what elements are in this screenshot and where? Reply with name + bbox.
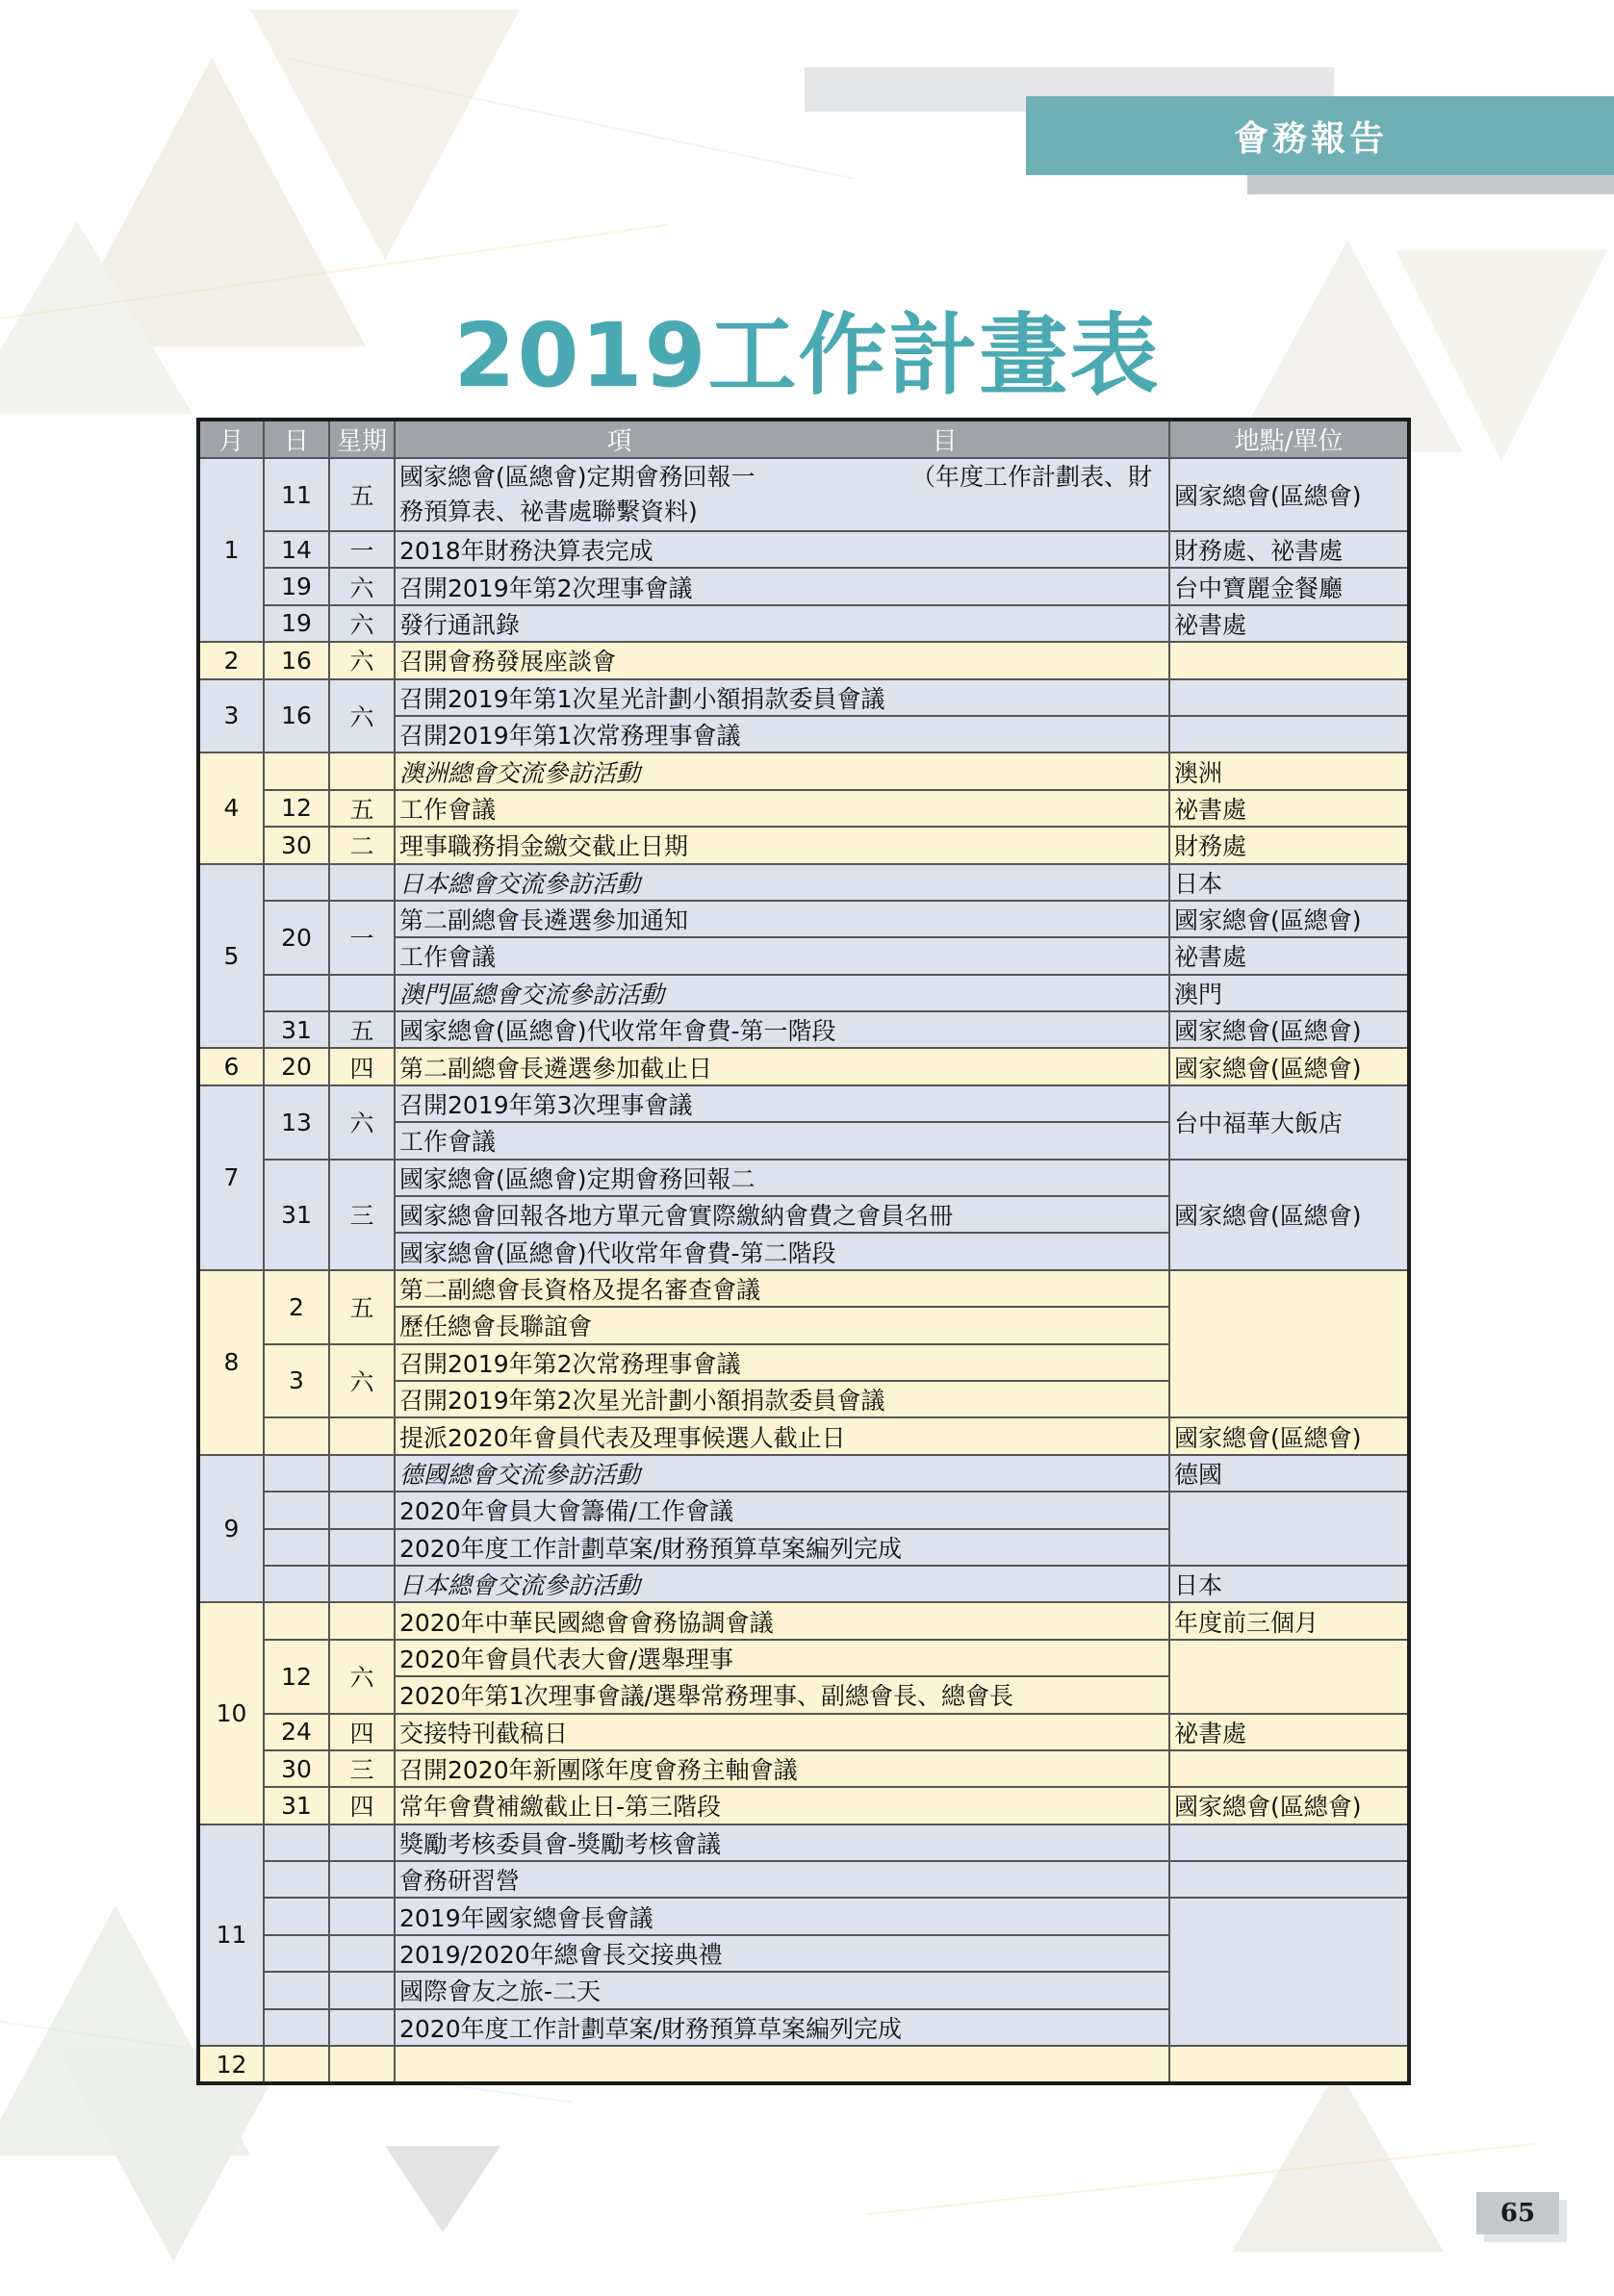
weekday-cell bbox=[329, 1417, 395, 1454]
item-cell: 國家總會(區總會)代收常年會費-第一階段 bbox=[395, 1011, 1169, 1048]
month-cell: 10 bbox=[198, 1602, 264, 1824]
table-row bbox=[198, 790, 1409, 827]
table-row bbox=[198, 605, 1409, 642]
weekday-cell bbox=[329, 2009, 395, 2046]
weekday-cell bbox=[329, 2046, 395, 2083]
location-cell: 國家總會(區總會) bbox=[1169, 1417, 1409, 1454]
col-weekday: 星期 bbox=[329, 420, 395, 458]
day-cell: 19 bbox=[264, 605, 329, 642]
location-cell: 國家總會(區總會) bbox=[1169, 1160, 1409, 1270]
month-cell: 3 bbox=[198, 679, 264, 753]
col-month: 月 bbox=[198, 420, 264, 458]
day-cell: 13 bbox=[264, 1085, 329, 1160]
weekday-cell: 五 bbox=[329, 790, 395, 827]
location-cell: 澳洲 bbox=[1169, 753, 1409, 789]
weekday-cell bbox=[329, 975, 395, 1011]
weekday-cell bbox=[329, 1602, 395, 1639]
day-cell bbox=[264, 1898, 329, 1934]
table-row bbox=[198, 901, 1409, 937]
table-row bbox=[198, 458, 1409, 531]
weekday-cell: 一 bbox=[329, 901, 395, 975]
day-cell: 16 bbox=[264, 642, 329, 678]
table-row bbox=[198, 531, 1409, 568]
month-cell: 4 bbox=[198, 753, 264, 863]
table-row bbox=[198, 1861, 1409, 1898]
weekday-cell: 五 bbox=[329, 458, 395, 531]
day-cell bbox=[264, 1972, 329, 2008]
location-cell bbox=[1169, 1640, 1409, 1714]
day-cell bbox=[264, 1417, 329, 1454]
weekday-cell bbox=[329, 864, 395, 901]
table-row bbox=[198, 679, 1409, 716]
weekday-cell: 二 bbox=[329, 827, 395, 863]
item-cell: 提派2020年會員代表及理事候選人截止日 bbox=[395, 1417, 1169, 1454]
item-cell: 2019年國家總會長會議 bbox=[395, 1898, 1169, 1934]
table-row bbox=[198, 642, 1409, 678]
item-cell: 澳洲總會交流參訪活動 bbox=[395, 753, 1169, 789]
page-number: 65 bbox=[1476, 2192, 1559, 2234]
item-cell: 常年會費補繳截止日-第三階段 bbox=[395, 1787, 1169, 1824]
weekday-cell: 五 bbox=[329, 1270, 395, 1344]
table-row bbox=[198, 1160, 1409, 1196]
location-cell bbox=[1169, 679, 1409, 716]
month-cell: 5 bbox=[198, 864, 264, 1049]
month-cell: 8 bbox=[198, 1270, 264, 1455]
month-cell: 2 bbox=[198, 642, 264, 678]
month-cell: 1 bbox=[198, 458, 264, 642]
day-cell: 12 bbox=[264, 1640, 329, 1714]
item-cell: 2019/2020年總會長交接典禮 bbox=[395, 1935, 1169, 1972]
item-cell: 獎勵考核委員會-獎勵考核會議 bbox=[395, 1824, 1169, 1861]
table-row bbox=[198, 753, 1409, 789]
location-cell: 國家總會(區總會) bbox=[1169, 458, 1409, 531]
day-cell bbox=[264, 1602, 329, 1639]
weekday-cell: 六 bbox=[329, 1640, 395, 1714]
location-cell bbox=[1169, 642, 1409, 678]
item-cell: 工作會議 bbox=[395, 1122, 1169, 1159]
day-cell: 2 bbox=[264, 1270, 329, 1344]
weekday-cell: 六 bbox=[329, 1085, 395, 1160]
item-cell: 召開2019年第2次星光計劃小額捐款委員會議 bbox=[395, 1381, 1169, 1417]
day-cell: 20 bbox=[264, 901, 329, 975]
item-cell: 召開2019年第1次星光計劃小額捐款委員會議 bbox=[395, 679, 1169, 716]
table-row bbox=[198, 1085, 1409, 1122]
table-row bbox=[198, 1417, 1409, 1454]
weekday-cell bbox=[329, 1492, 395, 1528]
day-cell: 20 bbox=[264, 1048, 329, 1084]
item-cell: 召開會務發展座談會 bbox=[395, 642, 1169, 678]
item-cell: 2020年會員代表大會/選舉理事 bbox=[395, 1640, 1169, 1676]
day-cell bbox=[264, 753, 329, 789]
weekday-cell: 六 bbox=[329, 642, 395, 678]
location-cell bbox=[1169, 1270, 1409, 1418]
section-title: 會務報告 bbox=[1233, 118, 1388, 159]
table-row bbox=[198, 827, 1409, 863]
item-cell: 召開2019年第2次理事會議 bbox=[395, 568, 1169, 604]
table-row bbox=[198, 1270, 1409, 1307]
page-title: 2019工作計畫表 bbox=[453, 304, 1161, 407]
location-cell: 國家總會(區總會) bbox=[1169, 1787, 1409, 1824]
day-cell bbox=[264, 1455, 329, 1492]
table-row bbox=[198, 1492, 1409, 1528]
item-cell: 國際會友之旅-二天 bbox=[395, 1972, 1169, 2008]
item-cell: 歷任總會長聯誼會 bbox=[395, 1307, 1169, 1343]
item-cell: 工作會議 bbox=[395, 937, 1169, 974]
item-cell: 德國總會交流參訪活動 bbox=[395, 1455, 1169, 1492]
item-cell: 召開2019年第3次理事會議 bbox=[395, 1085, 1169, 1122]
day-cell: 31 bbox=[264, 1160, 329, 1270]
col-day: 日 bbox=[264, 420, 329, 458]
month-cell: 12 bbox=[198, 2046, 264, 2083]
location-cell bbox=[1169, 1861, 1409, 1898]
item-cell: 國家總會(區總會)定期會務回報一 （年度工作計劃表、財務預算表、祕書處聯繫資料) bbox=[395, 458, 1169, 531]
location-cell: 財務處、祕書處 bbox=[1169, 531, 1409, 568]
day-cell: 24 bbox=[264, 1714, 329, 1750]
day-cell bbox=[264, 1935, 329, 1972]
month-cell: 7 bbox=[198, 1085, 264, 1270]
table-row bbox=[198, 1824, 1409, 1861]
location-cell: 財務處 bbox=[1169, 827, 1409, 863]
item-cell: 會務研習營 bbox=[395, 1861, 1169, 1898]
item-cell: 國家總會(區總會)代收常年會費-第二階段 bbox=[395, 1233, 1169, 1269]
day-cell: 31 bbox=[264, 1011, 329, 1048]
location-cell bbox=[1169, 2046, 1409, 2083]
weekday-cell: 六 bbox=[329, 605, 395, 642]
location-cell bbox=[1169, 1898, 1409, 2046]
location-cell: 年度前三個月 bbox=[1169, 1602, 1409, 1639]
item-cell: 2020年度工作計劃草案/財務預算草案編列完成 bbox=[395, 2009, 1169, 2046]
location-cell: 台中福華大飯店 bbox=[1169, 1085, 1409, 1160]
item-cell: 交接特刊截稿日 bbox=[395, 1714, 1169, 1750]
location-cell: 國家總會(區總會) bbox=[1169, 901, 1409, 937]
item-cell: 國家總會(區總會)定期會務回報二 bbox=[395, 1160, 1169, 1196]
table-row bbox=[198, 568, 1409, 604]
day-cell: 11 bbox=[264, 458, 329, 531]
location-cell bbox=[1169, 1750, 1409, 1787]
col-location: 地點/單位 bbox=[1169, 420, 1409, 458]
weekday-cell bbox=[329, 753, 395, 789]
item-cell: 日本總會交流參訪活動 bbox=[395, 864, 1169, 901]
table-row bbox=[198, 1455, 1409, 1492]
table-row bbox=[198, 1750, 1409, 1787]
section-header-bar bbox=[1026, 96, 1614, 175]
day-cell bbox=[264, 1529, 329, 1566]
day-cell bbox=[264, 2009, 329, 2046]
weekday-cell: 六 bbox=[329, 679, 395, 753]
weekday-cell: 四 bbox=[329, 1048, 395, 1084]
weekday-cell: 四 bbox=[329, 1787, 395, 1824]
item-cell: 2020年會員大會籌備/工作會議 bbox=[395, 1492, 1169, 1528]
table-row bbox=[198, 975, 1409, 1011]
location-cell: 日本 bbox=[1169, 1566, 1409, 1602]
weekday-cell: 一 bbox=[329, 531, 395, 568]
weekday-cell bbox=[329, 1824, 395, 1861]
table-header-row bbox=[198, 420, 1409, 458]
month-cell: 11 bbox=[198, 1824, 264, 2046]
weekday-cell: 六 bbox=[329, 568, 395, 604]
item-cell: 2018年財務決算表完成 bbox=[395, 531, 1169, 568]
table-row bbox=[198, 1787, 1409, 1824]
item-cell: 理事職務捐金繳交截止日期 bbox=[395, 827, 1169, 863]
weekday-cell: 五 bbox=[329, 1011, 395, 1048]
location-cell: 國家總會(區總會) bbox=[1169, 1011, 1409, 1048]
item-cell: 召開2019年第1次常務理事會議 bbox=[395, 716, 1169, 753]
weekday-cell bbox=[329, 1529, 395, 1566]
table-row bbox=[198, 864, 1409, 901]
day-cell: 16 bbox=[264, 679, 329, 753]
item-cell: 2020年中華民國總會會務協調會議 bbox=[395, 1602, 1169, 1639]
month-cell: 9 bbox=[198, 1455, 264, 1603]
weekday-cell bbox=[329, 1566, 395, 1602]
day-cell: 12 bbox=[264, 790, 329, 827]
day-cell bbox=[264, 864, 329, 901]
location-cell: 祕書處 bbox=[1169, 790, 1409, 827]
item-cell: 第二副總會長遴選參加截止日 bbox=[395, 1048, 1169, 1084]
table-row bbox=[198, 1898, 1409, 1934]
item-cell: 第二副總會長遴選參加通知 bbox=[395, 901, 1169, 937]
table-row bbox=[198, 1048, 1409, 1084]
day-cell: 30 bbox=[264, 1750, 329, 1787]
location-cell bbox=[1169, 716, 1409, 753]
day-cell bbox=[264, 1566, 329, 1602]
location-cell: 澳門 bbox=[1169, 975, 1409, 1011]
item-cell: 國家總會回報各地方單元會實際繳納會費之會員名冊 bbox=[395, 1196, 1169, 1233]
item-cell: 工作會議 bbox=[395, 790, 1169, 827]
item-cell: 召開2019年第2次常務理事會議 bbox=[395, 1344, 1169, 1381]
day-cell: 31 bbox=[264, 1787, 329, 1824]
item-cell: 2020年度工作計劃草案/財務預算草案編列完成 bbox=[395, 1529, 1169, 1566]
item-cell: 召開2020年新團隊年度會務主軸會議 bbox=[395, 1750, 1169, 1787]
item-cell: 日本總會交流參訪活動 bbox=[395, 1566, 1169, 1602]
item-cell: 發行通訊錄 bbox=[395, 605, 1169, 642]
table-row bbox=[198, 1602, 1409, 1639]
day-cell bbox=[264, 1861, 329, 1898]
day-cell: 30 bbox=[264, 827, 329, 863]
location-cell: 祕書處 bbox=[1169, 605, 1409, 642]
day-cell bbox=[264, 1492, 329, 1528]
table-row bbox=[198, 1566, 1409, 1602]
location-cell bbox=[1169, 1492, 1409, 1566]
day-cell bbox=[264, 975, 329, 1011]
day-cell: 3 bbox=[264, 1344, 329, 1418]
table-row bbox=[198, 2046, 1409, 2083]
item-cell: 澳門區總會交流參訪活動 bbox=[395, 975, 1169, 1011]
weekday-cell: 六 bbox=[329, 1344, 395, 1418]
day-cell bbox=[264, 2046, 329, 2083]
weekday-cell: 四 bbox=[329, 1714, 395, 1750]
location-cell bbox=[1169, 1824, 1409, 1861]
col-item: 項 目 bbox=[395, 420, 1169, 458]
table-row bbox=[198, 1714, 1409, 1750]
location-cell: 國家總會(區總會) bbox=[1169, 1048, 1409, 1084]
location-cell: 台中寶麗金餐廳 bbox=[1169, 568, 1409, 604]
item-cell bbox=[395, 2046, 1169, 2083]
day-cell bbox=[264, 1824, 329, 1861]
day-cell: 14 bbox=[264, 531, 329, 568]
location-cell: 祕書處 bbox=[1169, 937, 1409, 974]
location-cell: 德國 bbox=[1169, 1455, 1409, 1492]
table-row bbox=[198, 1640, 1409, 1676]
weekday-cell bbox=[329, 1972, 395, 2008]
work-plan-table bbox=[196, 418, 1411, 2085]
weekday-cell bbox=[329, 1861, 395, 1898]
item-cell: 2020年第1次理事會議/選舉常務理事、副總會長、總會長 bbox=[395, 1676, 1169, 1713]
weekday-cell: 三 bbox=[329, 1750, 395, 1787]
item-cell: 第二副總會長資格及提名審查會議 bbox=[395, 1270, 1169, 1307]
location-cell: 日本 bbox=[1169, 864, 1409, 901]
weekday-cell bbox=[329, 1898, 395, 1934]
day-cell: 19 bbox=[264, 568, 329, 604]
location-cell: 祕書處 bbox=[1169, 1714, 1409, 1750]
month-cell: 6 bbox=[198, 1048, 264, 1084]
weekday-cell bbox=[329, 1455, 395, 1492]
weekday-cell: 三 bbox=[329, 1160, 395, 1270]
table-row bbox=[198, 1011, 1409, 1048]
weekday-cell bbox=[329, 1935, 395, 1972]
